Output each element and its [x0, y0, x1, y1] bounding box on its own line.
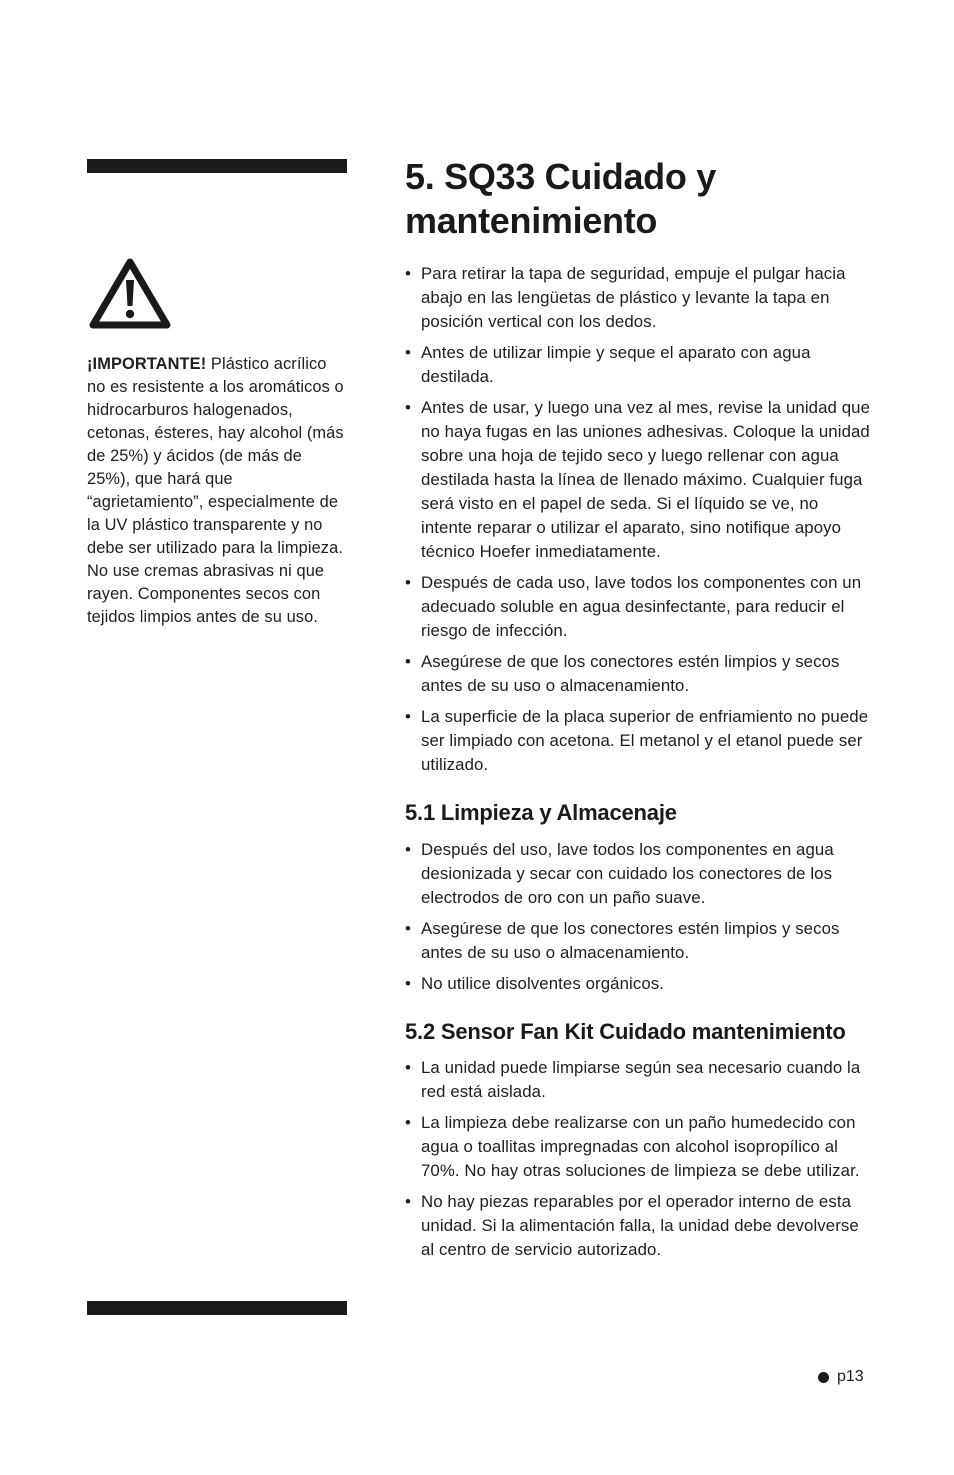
page-bullet-icon — [818, 1372, 829, 1383]
section-heading-fan-kit: 5.2 Sensor Fan Kit Cuidado mantenimiento — [405, 1019, 846, 1044]
list-item: • No hay piezas reparables por el operador interno de esta unidad. Si la alimentación falla, la unidad debe devolverse al centro de servicio autorizado. — [405, 1192, 859, 1259]
list-item: • Para retirar la tapa de seguridad, empuje el pulgar hacia abajo en las lengüetas de plástico y levante la tapa en posición vertical con los dedos. — [405, 264, 846, 331]
page-number-label: p13 — [837, 1368, 864, 1385]
list-item: • La superficie de la placa superior de enfriamiento no puede ser limpiado con acetona. El metanol y el etanol puede ser utilizado. — [405, 707, 869, 774]
list-item: • Antes de utilizar limpie y seque el aparato con agua destilada. — [405, 343, 811, 386]
main-content — [405, 155, 873, 1269]
list-item: • La limpieza debe realizarse con un paño humedecido con agua o toallitas impregnadas con alcohol isopropílico al 70%. No hay otras soluciones de limpieza se debe utilizar. — [405, 1113, 860, 1180]
list-item: • No utilice disolventes orgánicos. — [405, 974, 665, 993]
cleaning-list — [405, 838, 873, 996]
list-item: • Asegúrese de que los conectores estén limpios y secos antes de su uso o almacenamiento. — [405, 652, 840, 695]
list-item: • Asegúrese de que los conectores estén limpios y secos antes de su uso o almacenamiento. — [405, 919, 840, 962]
list-item: • Después de cada uso, lave todos los componentes con un adecuado soluble en agua desinfectante, para reducir el riesgo de infección. — [405, 573, 862, 640]
top-rule — [87, 159, 347, 173]
important-label: ¡IMPORTANTE! — [87, 355, 207, 373]
page-title: 5. SQ33 Cuidado y mantenimiento — [405, 156, 716, 241]
warning-icon — [86, 254, 174, 332]
list-item: • Antes de usar, y luego una vez al mes, revise la unidad que no haya fugas en las uniones adhesivas. Coloque la unidad sobre una hoja de tejido seco y luego rellenar con agua destilada hasta la línea de llenado máximo. Cualquier fuga será visto en el papel de seda. Si el líquido se ve, no intente reparar o utilizar el aparato, sino notifique apoyo técnico Hoefer inmediatamente. — [405, 398, 871, 561]
bottom-rule — [87, 1301, 347, 1315]
important-note — [87, 353, 349, 629]
intro-list — [405, 262, 873, 777]
important-text: Plástico acrílico no es resistente a los aromáticos o hidrocarburos halogenados, cetonas, ésteres, hay alcohol (más de 25%) y ácidos (de más de 25%), que hará que “agrietamiento”, especialmente de la UV plástico transparente y no debe ser utilizado para la limpieza. No use cremas abrasivas ni que rayen. Componentes secos con tejidos limpios antes de su uso. — [87, 355, 344, 626]
section-heading-cleaning: 5.1 Limpieza y Almacenaje — [405, 800, 677, 825]
list-item: • La unidad puede limpiarse según sea necesario cuando la red está aislada. — [405, 1058, 861, 1101]
page-number — [818, 1366, 864, 1388]
fan-kit-list — [405, 1056, 873, 1262]
list-item: • Después del uso, lave todos los componentes en agua desionizada y secar con cuidado los conectores de los electrodos de oro con un paño suave. — [405, 840, 834, 907]
